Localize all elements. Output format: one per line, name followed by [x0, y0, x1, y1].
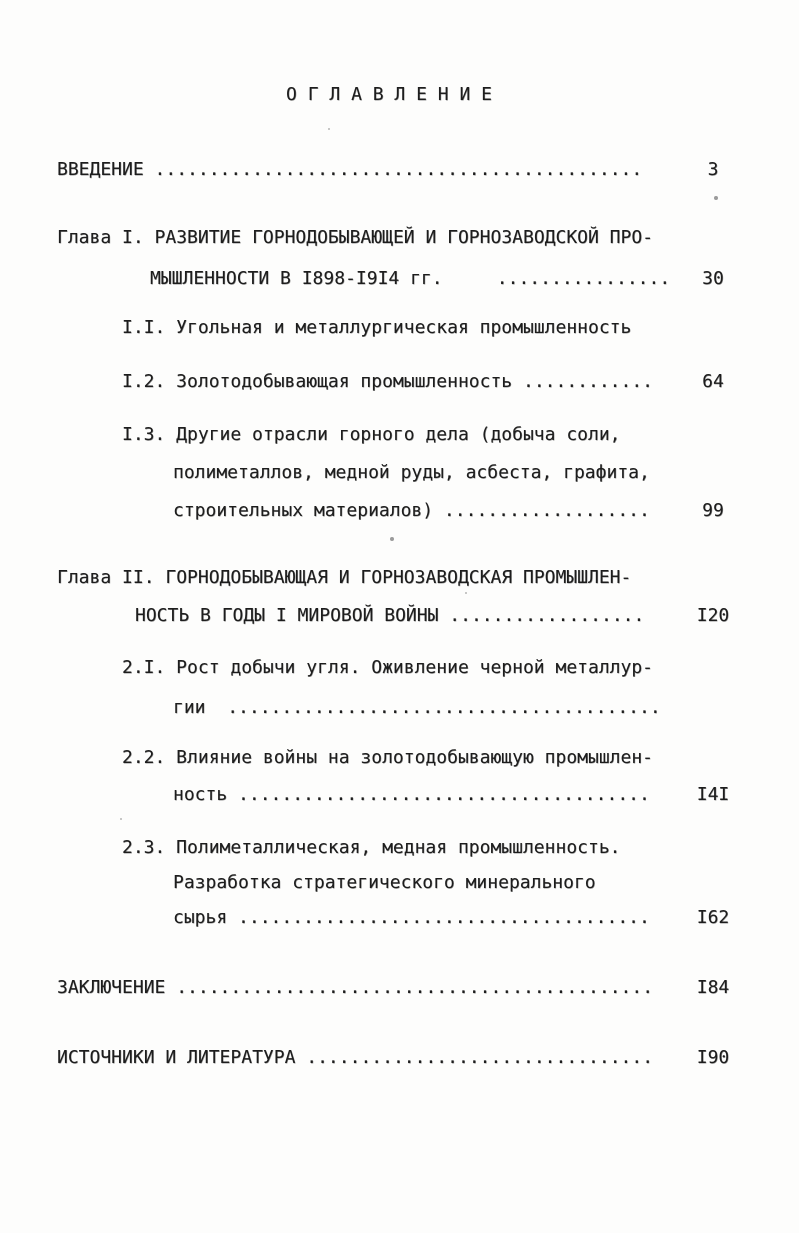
page-number: 99	[702, 500, 724, 521]
scan-speck	[120, 818, 122, 820]
toc-entry-section-2-2-line-2	[0, 784, 799, 806]
entry-text: Глава II. ГОРНОДОБЫВАЮЩАЯ И ГОРНОЗАВОДСКАЯ ПРОМЫШЛЕН-	[57, 567, 632, 588]
leader-dots: ............................................	[165, 977, 654, 998]
toc-entry-chapter-1-line-2	[0, 268, 799, 290]
entry-text: 2.3. Полиметаллическая, медная промышленность.	[122, 837, 621, 858]
page-number: 30	[702, 268, 724, 289]
page-number: 3	[707, 159, 719, 180]
leader-dots: .............................................	[143, 159, 643, 180]
scan-speck	[714, 196, 718, 200]
toc-entry-section-2-1-line-1	[0, 657, 799, 679]
scan-speck	[465, 592, 467, 594]
toc-entry-section-2-3-line-2	[0, 872, 799, 894]
entry-text: 2.2. Влияние войны на золотодобывающую промышлен-	[122, 747, 654, 768]
leader-dots: ................................	[295, 1047, 654, 1068]
entry-text: ИСТОЧНИКИ И ЛИТЕРАТУРА	[57, 1047, 296, 1068]
entry-text: НОСТЬ В ГОДЫ I МИРОВОЙ ВОЙНЫ	[135, 605, 439, 626]
leader-dots: ..................	[438, 605, 645, 626]
toc-entry-section-1-1	[0, 317, 799, 339]
page-number: 64	[702, 371, 724, 392]
entry-text: строительных материалов)	[173, 500, 434, 521]
page-number: I90	[696, 1047, 730, 1068]
toc-entry-conclusion	[0, 977, 799, 999]
entry-text: гии	[173, 697, 206, 718]
entry-text: I.I. Угольная и металлургическая промышленность	[122, 317, 632, 338]
toc-entry-sources	[0, 1047, 799, 1069]
toc-entry-introduction	[0, 159, 799, 181]
toc-entry-section-2-2-line-1	[0, 747, 799, 769]
page-number: I84	[696, 977, 730, 998]
page-number: I20	[696, 605, 730, 626]
leader-dots: ...................	[433, 500, 650, 521]
scan-speck	[328, 128, 330, 130]
entry-text: I.2. Золотодобывающая промышленность	[122, 371, 513, 392]
leader-dots: ......................................	[227, 784, 650, 805]
entry-text: полиметаллов, медной руды, асбеста, графита,	[173, 462, 650, 483]
entry-text: сырья	[173, 907, 228, 928]
entry-text: ВВЕДЕНИЕ	[57, 159, 144, 180]
entry-text: 2.I. Рост добычи угля. Оживление черной металлур-	[122, 657, 654, 678]
leader-dots: ......................................	[227, 907, 650, 928]
toc-entry-section-1-3-line-1	[0, 424, 799, 446]
leader-dots: ................	[442, 268, 671, 289]
toc-entry-section-2-3-line-1	[0, 837, 799, 859]
entry-text: ность	[173, 784, 228, 805]
entry-text: ЗАКЛЮЧЕНИЕ	[57, 977, 166, 998]
scan-speck	[390, 537, 394, 541]
toc-entry-section-1-3-line-2	[0, 462, 799, 484]
entry-text: Глава I. РАЗВИТИЕ ГОРНОДОБЫВАЮЩЕЙ И ГОРНОЗАВОДСКОЙ ПРО-	[57, 227, 654, 248]
toc-entry-section-2-3-line-3	[0, 907, 799, 929]
entry-text: Разработка стратегического минерального	[173, 872, 596, 893]
page-title: О Г Л А В Л Е Н И Е	[286, 84, 492, 105]
toc-entry-chapter-2-line-2	[0, 605, 799, 627]
page-number: I4I	[696, 784, 730, 805]
toc-entry-chapter-1-line-1	[0, 227, 799, 249]
toc-entry-section-1-3-line-3	[0, 500, 799, 522]
leader-dots: ............	[512, 371, 654, 392]
toc-entry-section-1-2	[0, 371, 799, 393]
entry-text: I.3. Другие отрасли горного дела (добыча соли,	[122, 424, 621, 445]
entry-text: МЫШЛЕННОСТИ В I898-I9I4 гг.	[150, 268, 443, 289]
toc-entry-section-2-1-line-2	[0, 697, 799, 719]
toc-entry-chapter-2-line-1	[0, 567, 799, 589]
page-number: I62	[696, 907, 730, 928]
leader-dots: ........................................	[205, 697, 661, 718]
